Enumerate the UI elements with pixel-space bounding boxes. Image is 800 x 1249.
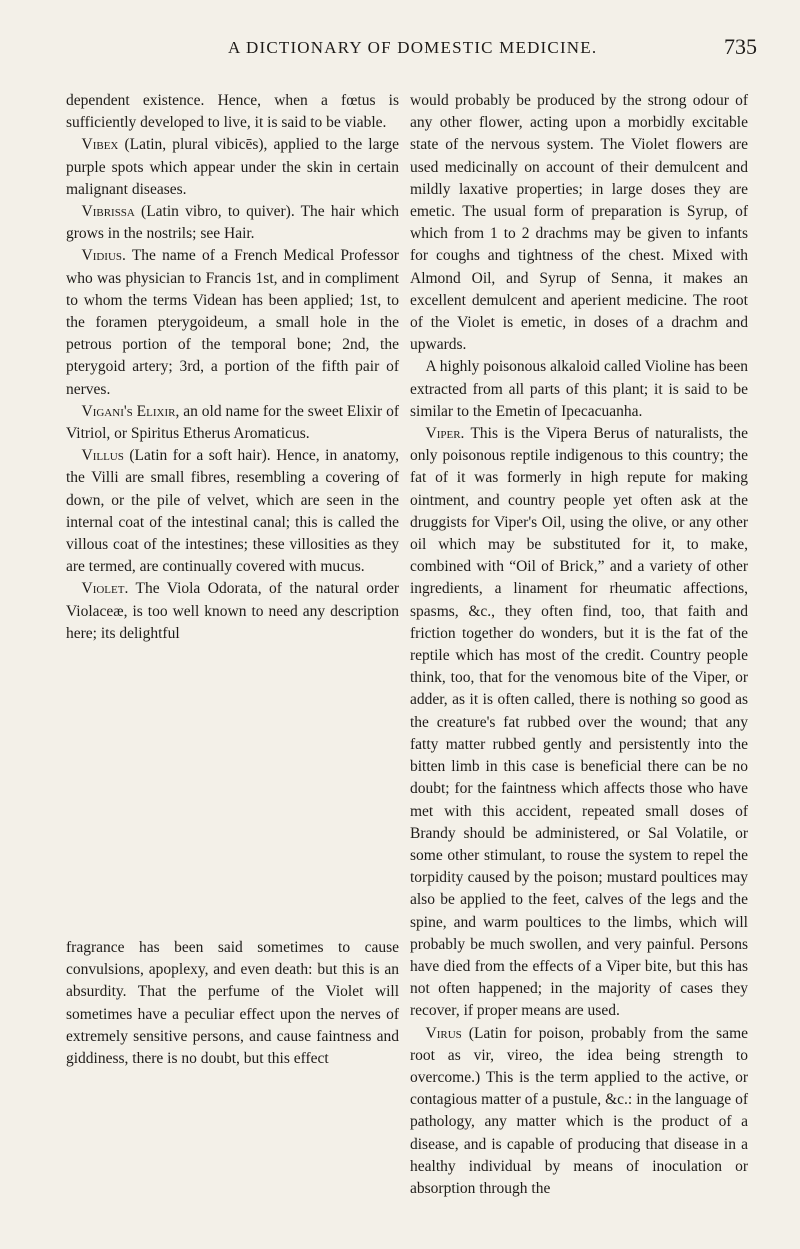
entry-vigani: [66, 401, 399, 445]
entry-text: This is the Vipera Berus of naturalists, the only poisonous reptile indigenous to this country; the fat of it was formerly in high repute for making ointment, and country people yet often ask at the druggists for Viper's Oil, using the olive, or any other oil which may be substituted for it, to make, combined with “Oil of Brick,” and a variety of other ingredients, a linament for rheumatic affections, spasms, &c., they often find, too, that faith and friction together do wonders, but it is the fat of the reptile which has most of the credit. Country people think, too, that for the venomous bite of the Viper, or adder, as it is often called, there is nothing so good as the creature's fat rubbed over the wound; that any fatty matter rubbed gently and persistently into the bitten limb in this case is beneficial there can be no doubt; for the faintness which affects those who have met with this accident, repeated small doses of Brandy should be administered, or Sal Volatile, or some other stimulant, to rouse the system to repel the torpidity caused by the poison; mustard poultices may also be applied to the feet, calves of the legs and the spine, and warm poultices to the limbs, which will probably be much swollen, and very painful. Persons have died from the effects of a Viper bite, but this has not often happened; in the majority of cases they recover, if proper means are used.: [410, 425, 748, 1020]
paragraph-text: would probably be produced by the strong odour of any other flower, acting upon a morbidly excitable state of the nervous system. The Violet flowers are used medicinally on account of their demulcent and mildly laxative properties; in large doses they are emetic. The usual form of preparation is Syrup, of which from 1 to 2 drachms may be given to infants for coughs and tightness of the chest. Mixed with Almond Oil, and Syrup of Senna, it makes an excellent demulcent and aperient medicine. The root of the Violet is emetic, in doses of a drachm and upwards.: [410, 92, 748, 354]
right-column: [410, 90, 748, 1200]
entry-text: an old name for the sweet Elixir of Vitriol, or Spiritus Etherus Aromaticus.: [66, 402, 400, 443]
entry-vidius: [66, 245, 399, 400]
entry-vibrissa: [66, 201, 399, 245]
headword: Virus: [425, 1024, 462, 1042]
headword: Vigani's Elixir,: [81, 402, 180, 420]
headword: Vidius.: [81, 247, 126, 265]
paragraph-continuation: [66, 90, 399, 134]
entry-text: The name of a French Medical Professor who was physician to Francis 1st, and in compliment to whom the terms Videan has been applied; 1st, to the foramen pterygoideum, a small hole in the petrous portion of the temporal bone; 2nd, the pterygoid artery; 3rd, a portion of the fifth pair of nerves.: [66, 247, 399, 398]
blank-space: [66, 645, 399, 937]
entry-virus: [410, 1023, 748, 1201]
entry-text: The Viola Odorata, of the natural order Violaceæ, is too well known to need any description here; its delightful: [66, 580, 399, 642]
headword: Vibex: [81, 136, 119, 154]
paragraph-text: dependent existence. Hence, when a fœtus is sufficiently developed to live, it is said to be viable.: [66, 92, 399, 132]
entry-text: (Latin for a soft hair). Hence, in anatomy, the Villi are small fibres, resembling a covering of down, or the pile of velvet, which are seen in the internal coat of the intestinal canal; this is called the villous coat of the intestines; these villosities as they are termed, are continually covered with mucus.: [66, 447, 400, 576]
page-number: 735: [724, 34, 757, 59]
paragraph-violine: [410, 356, 748, 423]
paragraph-text: fragrance has been said sometimes to cause convulsions, apoplexy, and even death: but this is an absurdity. That the perfume of the Violet will sometimes have a peculiar effect upon the nerves of extremely sensitive persons, and cause faintness and giddiness, there is no doubt, but this effect: [66, 939, 399, 1068]
entry-villus: [66, 445, 399, 578]
headword: Vibrissa: [81, 203, 135, 221]
entry-text: (Latin, plural vibicēs), applied to the large purple spots which appear under the skin in certain malignant diseases.: [66, 136, 400, 198]
paragraph-continuation: [410, 90, 748, 356]
left-column: [66, 90, 399, 1070]
headword: Violet.: [81, 580, 129, 598]
headword: Viper.: [425, 425, 465, 443]
running-head: [0, 34, 800, 60]
entry-violet: [66, 578, 399, 645]
running-title: A DICTIONARY OF DOMESTIC MEDICINE.: [228, 38, 598, 57]
entry-text: (Latin vibro, to quiver). The hair which grows in the nostrils; see Hair.: [66, 203, 400, 243]
headword: Villus: [81, 447, 124, 465]
entry-viper: [410, 423, 748, 1022]
paragraph-text: A highly poisonous alkaloid called Violine has been extracted from all parts of this plant; it is said to be similar to the Emetin of Ipecacuanha.: [410, 358, 748, 420]
entry-vibex: [66, 134, 399, 201]
paragraph-violet-continued: [66, 937, 399, 1070]
entry-text: (Latin for poison, probably from the same root as vir, vireo, the idea being strength to overcome.) This is the term applied to the active, or contagious matter of a pustule, &c.: in the language of pathology, any matter which is the product of a disease, and is capable of producing that disease in a healthy individual by means of inoculation or absorption through the: [410, 1024, 749, 1197]
